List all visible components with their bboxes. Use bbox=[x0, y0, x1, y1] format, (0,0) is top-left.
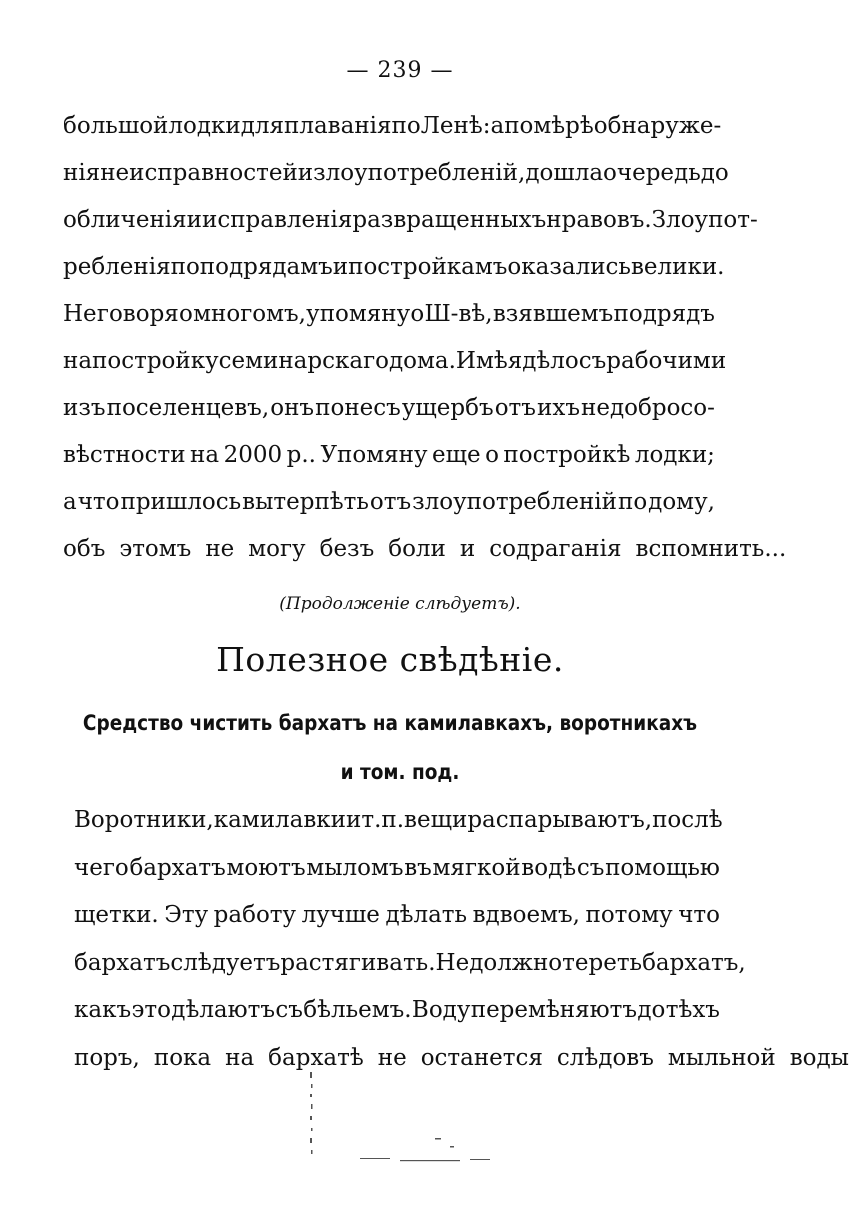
word: этомъ bbox=[119, 536, 192, 562]
word: изъ bbox=[63, 395, 106, 421]
text-line bbox=[63, 158, 729, 188]
word: Злоупот- bbox=[651, 207, 758, 233]
word: вспомнить... bbox=[635, 536, 787, 562]
word: а bbox=[490, 113, 505, 139]
word: съ bbox=[578, 348, 607, 374]
word: безъ bbox=[319, 536, 375, 562]
word: мыльной bbox=[667, 1045, 776, 1071]
word: а bbox=[63, 489, 77, 515]
word: 2000 bbox=[223, 442, 283, 468]
section-title: Полезное свѣдѣніе. bbox=[216, 640, 564, 679]
word: мыломъ bbox=[306, 854, 404, 881]
word: какъ bbox=[74, 997, 132, 1024]
word: дѣлать bbox=[385, 902, 468, 929]
word: Упомяну bbox=[320, 442, 428, 468]
word: тереть bbox=[562, 949, 643, 976]
word: поселенцевъ, bbox=[106, 395, 270, 421]
word: помощью bbox=[605, 854, 720, 881]
word: исправленія bbox=[202, 207, 353, 233]
word: о bbox=[485, 442, 499, 468]
word: о bbox=[410, 301, 425, 327]
text-line bbox=[74, 995, 720, 1025]
word: постройку bbox=[92, 348, 219, 374]
word: не bbox=[377, 1045, 407, 1071]
word: по bbox=[391, 113, 421, 139]
word: щетки. bbox=[74, 902, 159, 929]
word: дома. bbox=[388, 348, 456, 374]
word: вытерпѣть bbox=[242, 489, 369, 515]
text-line bbox=[63, 346, 727, 376]
text-line bbox=[74, 853, 720, 883]
word: на bbox=[63, 348, 93, 374]
word: подрядамъ bbox=[199, 254, 333, 280]
word: бѣльемъ. bbox=[303, 997, 412, 1024]
word: обнаруже- bbox=[593, 113, 722, 139]
word: и bbox=[332, 254, 349, 280]
text-line bbox=[63, 299, 715, 329]
word: бархатѣ bbox=[268, 1045, 364, 1071]
word: вѣстности bbox=[63, 442, 186, 468]
word: въ bbox=[404, 854, 432, 881]
word: что bbox=[77, 489, 120, 515]
word: должно bbox=[469, 949, 563, 976]
text-line bbox=[63, 440, 715, 470]
word: чего bbox=[74, 854, 129, 881]
word: р.. bbox=[286, 442, 316, 468]
word: съ bbox=[275, 997, 303, 1024]
word: Имѣя bbox=[455, 348, 523, 374]
word: водѣ bbox=[521, 854, 577, 881]
word: мѣрѣ bbox=[533, 113, 594, 139]
word: слѣдовъ bbox=[556, 1045, 654, 1071]
text-line bbox=[63, 487, 715, 517]
word: большой bbox=[63, 113, 169, 139]
word: на bbox=[190, 442, 220, 468]
word: вдвоемъ, bbox=[472, 902, 580, 929]
word: злоупотребленій bbox=[412, 489, 617, 515]
word: что bbox=[678, 902, 720, 929]
word: дошла bbox=[525, 160, 604, 186]
word: отъ bbox=[494, 395, 536, 421]
word: до bbox=[700, 160, 729, 186]
word: моютъ bbox=[226, 854, 306, 881]
text-line bbox=[63, 205, 758, 235]
word: подрядъ bbox=[613, 301, 715, 327]
word: останется bbox=[420, 1045, 543, 1071]
word: до bbox=[637, 997, 666, 1024]
word: по bbox=[504, 113, 534, 139]
word: Воротники, bbox=[74, 807, 214, 833]
word: т. bbox=[361, 807, 382, 833]
word: воды bbox=[789, 1045, 849, 1071]
word: дому, bbox=[648, 489, 715, 515]
word: недобросо- bbox=[581, 395, 715, 421]
word: боли bbox=[388, 536, 446, 562]
word: слѣдуетъ bbox=[170, 949, 281, 976]
word: и bbox=[297, 160, 314, 186]
page-number: — 239 — bbox=[346, 58, 454, 83]
word: ущербъ bbox=[401, 395, 494, 421]
word: многомъ, bbox=[193, 301, 306, 327]
word: распарываютъ, bbox=[467, 807, 653, 833]
word: дѣлаютъ bbox=[171, 997, 276, 1024]
word: оказались bbox=[507, 254, 631, 280]
word: упомяну bbox=[306, 301, 411, 327]
word: растягивать. bbox=[280, 949, 436, 976]
continued-note: (Продолженіе слѣдуетъ). bbox=[279, 594, 521, 614]
word: потому bbox=[585, 902, 673, 929]
word: бархатъ bbox=[129, 854, 226, 881]
word: говоря bbox=[96, 301, 179, 327]
word: лучше bbox=[301, 902, 380, 929]
text-line bbox=[63, 393, 715, 423]
word: объ bbox=[63, 536, 106, 562]
word: Ш-вѣ, bbox=[424, 301, 493, 327]
word: это bbox=[131, 997, 171, 1024]
word: пока bbox=[153, 1045, 212, 1071]
word: съ bbox=[576, 854, 605, 881]
word: велики. bbox=[630, 254, 725, 280]
word: поръ, bbox=[74, 1045, 140, 1071]
word: бархатъ, bbox=[642, 949, 746, 976]
text-line bbox=[74, 948, 746, 978]
word: вещи bbox=[404, 807, 468, 833]
word: бархатъ bbox=[74, 949, 171, 976]
word: содраганія bbox=[489, 536, 622, 562]
word: постройкѣ bbox=[503, 442, 631, 468]
word: еще bbox=[431, 442, 481, 468]
print-specks-decoration bbox=[300, 1070, 520, 1180]
word: семинарскаго bbox=[218, 348, 389, 374]
word: Не bbox=[63, 301, 97, 327]
word: лодки; bbox=[634, 442, 715, 468]
word: Ленѣ: bbox=[420, 113, 491, 139]
word: и bbox=[459, 536, 476, 562]
word: Не bbox=[435, 949, 470, 976]
text-line bbox=[74, 1043, 849, 1073]
word: лодки bbox=[168, 113, 241, 139]
word: на bbox=[225, 1045, 255, 1071]
word: постройкамъ bbox=[348, 254, 508, 280]
text-line bbox=[63, 111, 722, 141]
text-line bbox=[74, 900, 720, 930]
word: нравовъ. bbox=[546, 207, 652, 233]
word: и bbox=[186, 207, 202, 233]
word: рабочими bbox=[606, 348, 727, 374]
word: мягкой bbox=[432, 854, 521, 881]
word: пришлось bbox=[120, 489, 242, 515]
word: ребленія bbox=[63, 254, 171, 280]
text-line bbox=[63, 252, 725, 282]
word: обличенія bbox=[63, 207, 187, 233]
text-line bbox=[63, 534, 787, 564]
word: послѣ bbox=[652, 807, 723, 833]
word: отъ bbox=[369, 489, 412, 515]
word: злоупотребленій, bbox=[313, 160, 526, 186]
word: работу bbox=[213, 902, 297, 929]
text-line bbox=[74, 805, 723, 835]
word: очередь bbox=[603, 160, 701, 186]
word: могу bbox=[248, 536, 306, 562]
word: по bbox=[170, 254, 200, 280]
section-subtitle-line-2: и том. под. bbox=[340, 760, 460, 784]
word: по bbox=[617, 489, 648, 515]
word: плаванія bbox=[284, 113, 392, 139]
word: Воду bbox=[411, 997, 471, 1024]
word: о bbox=[179, 301, 193, 327]
word: Эту bbox=[164, 902, 209, 929]
word: понесъ bbox=[315, 395, 401, 421]
word: дѣло bbox=[522, 348, 579, 374]
word: тѣхъ bbox=[665, 997, 720, 1024]
word: нія bbox=[63, 160, 101, 186]
word: взявшемъ bbox=[492, 301, 614, 327]
word: не bbox=[205, 536, 235, 562]
word: камилавки bbox=[213, 807, 347, 833]
word: развращенныхъ bbox=[352, 207, 547, 233]
word: онъ bbox=[270, 395, 315, 421]
word: п. bbox=[381, 807, 405, 833]
section-subtitle-line-1: Средство чистить бархатъ на камилавкахъ, воротникахъ bbox=[82, 711, 698, 735]
word: перемѣняютъ bbox=[470, 997, 637, 1024]
word: ихъ bbox=[537, 395, 580, 421]
word: и bbox=[346, 807, 362, 833]
word: для bbox=[240, 113, 285, 139]
word: неисправностей bbox=[100, 160, 298, 186]
